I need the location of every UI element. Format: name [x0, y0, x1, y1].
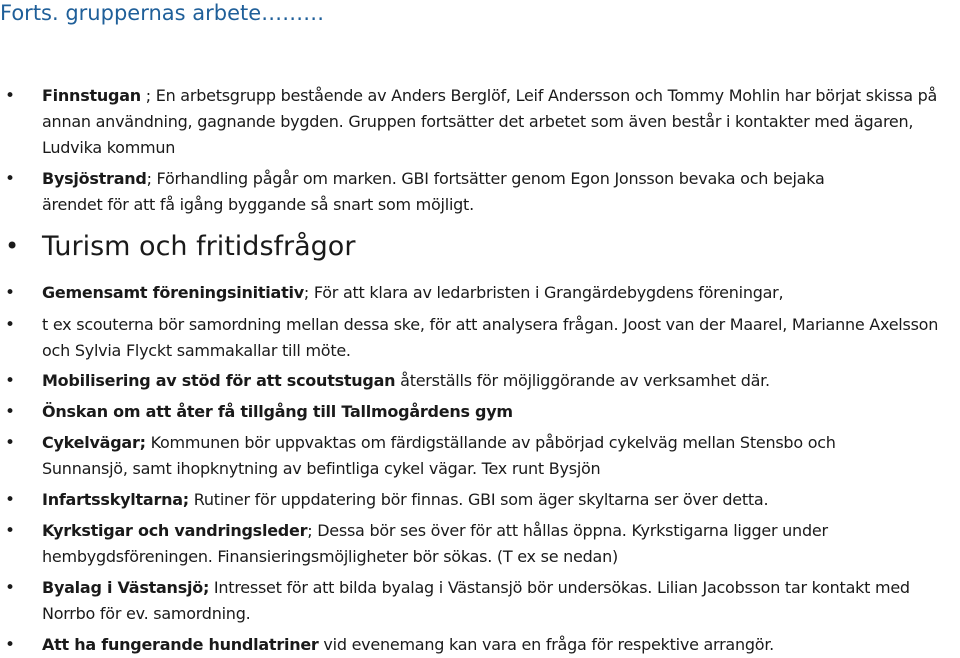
item-heading: Finnstugan: [42, 86, 141, 105]
bullet: •: [5, 635, 16, 655]
list-item-infartsskyltarna: [5, 487, 954, 513]
item-text: ; En arbetsgrupp bestående av Anders Berglöf, Leif Andersson och Tommy Mohlin har börjat skissa på annan användning, gagnande bygden. Gruppen fortsätter det arbetet som även består i kontakter med ägaren, Ludvika kommun: [42, 86, 938, 157]
slide-title: Forts. gruppernas arbete………: [0, 1, 325, 25]
bullet: •: [5, 283, 16, 303]
item-heading: Mobilisering av stöd för att scoutstugan: [42, 371, 396, 390]
bullet: •: [5, 315, 16, 335]
item-heading: Kyrkstigar och vandringsleder: [42, 521, 308, 540]
list-item-turism-heading: [5, 230, 954, 264]
list-item-bysjostrand: [5, 166, 954, 218]
list-item-kyrkstigar: [5, 518, 954, 570]
list-item-scouterna: [5, 312, 954, 364]
list-item-byalag: [5, 575, 954, 627]
item-text: ; För att klara av ledarbristen i Grangärdebygdens föreningar,: [303, 283, 784, 302]
item-text: vid evenemang kan vara en fråga för respektive arrangör.: [318, 635, 775, 654]
bullet: •: [5, 521, 16, 541]
list-item-foreningsinitiativ: [5, 280, 954, 306]
bullet: •: [5, 578, 16, 598]
bullet: •: [5, 402, 16, 422]
list-item-cykelvagar: [5, 430, 954, 482]
item-heading: Gemensamt föreningsinitiativ: [42, 283, 304, 302]
bullet: •: [5, 371, 16, 391]
item-text: ; Dessa bör ses över för att hållas öppna. Kyrkstigarna ligger under hembygdsföreningen. Finansieringsmöjligheter bör sökas. (T ex se nedan): [42, 521, 828, 566]
bullet: •: [5, 86, 16, 106]
item-heading: Bysjöstrand: [42, 169, 147, 188]
item-heading: Infartsskyltarna;: [42, 490, 189, 509]
item-heading: Att ha fungerande hundlatriner: [42, 635, 319, 654]
item-heading: Cykelvägar;: [42, 433, 146, 452]
item-text: Intresset för att bilda byalag i Västansjö bör undersökas. Lilian Jacobsson tar kontakt med Norrbo för ev. samordning.: [42, 578, 910, 623]
item-text: Rutiner för uppdatering bör finnas. GBI som äger skyltarna ser över detta.: [188, 490, 769, 509]
item-text: ; Förhandling pågår om marken. GBI fortsätter genom Egon Jonsson bevaka och bejaka ärendet för att få igång byggande så snart som möjligt.: [42, 169, 825, 214]
list-item-tallmogarden: [5, 399, 954, 425]
item-text: återställs för möjliggörande av verksamhet där.: [395, 371, 770, 390]
section-heading: Turism och fritidsfrågor: [42, 231, 356, 262]
item-heading: Önskan om att åter få tillgång till Tallmogårdens gym: [42, 402, 513, 421]
bullet: •: [5, 169, 16, 189]
bullet: •: [5, 433, 16, 453]
item-text: t ex scouterna bör samordning mellan dessa ske, för att analysera frågan. Joost van der Maarel, Marianne Axelsson och Sylvia Flyckt sammakallar till möte.: [42, 315, 939, 360]
bullet: •: [5, 490, 16, 510]
list-item-scoutstugan: [5, 368, 954, 394]
item-text: Kommunen bör uppvaktas om färdigställande av påbörjad cykelväg mellan Stensbo och Sunnansjö, samt ihopknytning av befintliga cykel vägar. Tex runt Bysjön: [42, 433, 836, 478]
bullet: •: [5, 232, 20, 260]
list-item-hundlatriner: [5, 632, 954, 658]
list-item-finnstugan: [5, 83, 954, 161]
item-heading: Byalag i Västansjö;: [42, 578, 210, 597]
